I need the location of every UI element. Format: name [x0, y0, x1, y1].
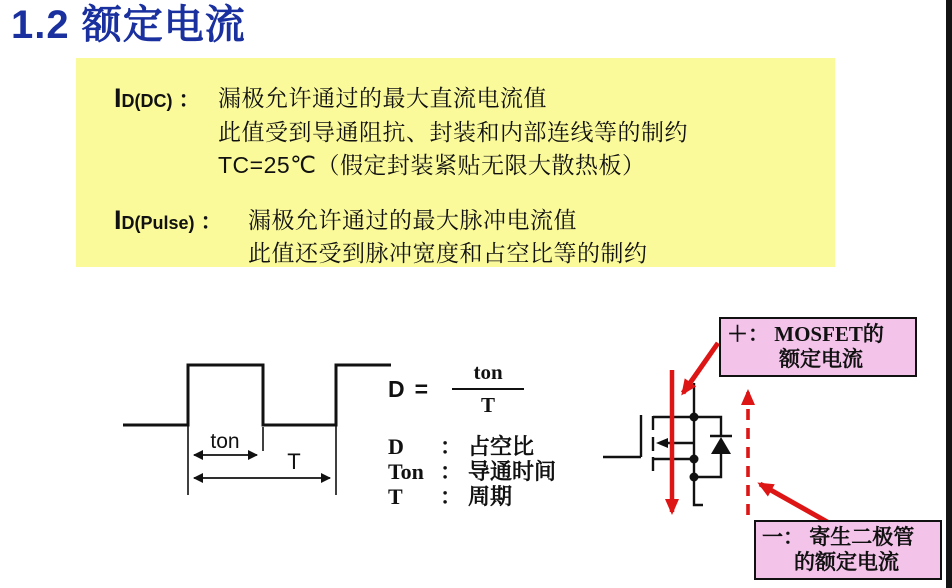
- formula-fraction: [452, 360, 524, 418]
- legend-symbol: D: [388, 434, 404, 459]
- pulse-waveform-diagram: [106, 338, 408, 510]
- fraction-numerator: ton: [452, 360, 524, 390]
- legend-meaning: 占空比: [468, 434, 535, 459]
- callout-diode-rated-current: [754, 520, 942, 580]
- id-dc-label-sub: D(DC): [121, 91, 173, 111]
- formula-equals: =: [414, 375, 429, 402]
- drain-source-rail: [694, 383, 703, 505]
- legend-row-period: [388, 484, 608, 509]
- id-pulse-line-2: 此值还受到脉冲宽度和占空比等的制约: [248, 240, 648, 266]
- legend-row-ton: [388, 459, 608, 484]
- legend-row-duty: [388, 434, 608, 459]
- id-pulse-colon: ：: [200, 208, 223, 234]
- id-dc-colon: ：: [178, 87, 201, 112]
- junction-dot: [690, 473, 699, 482]
- id-dc-line-3: TC=25℃（假定封装紧贴无限大散热板）: [218, 152, 646, 178]
- duty-cycle-formula: [388, 360, 608, 509]
- id-dc-line-2: 此值受到导通阻抗、封装和内部连线等的制约: [218, 118, 688, 145]
- id-pulse-label-main: I: [114, 204, 122, 235]
- period-label: T: [287, 449, 301, 474]
- junction-dot: [690, 455, 699, 464]
- formula-lhs: D: [388, 375, 405, 402]
- body-arrowhead: [656, 438, 668, 448]
- id-dc-line-1: 漏极允许通过的最大直流电流值: [218, 85, 547, 111]
- legend-colon: ：: [440, 434, 463, 459]
- diode-top-branch: [694, 417, 721, 435]
- fraction-denominator: T: [481, 393, 496, 417]
- diode-triangle: [711, 437, 731, 454]
- legend-meaning: 导通时间: [468, 459, 557, 484]
- pulse-waveform: [123, 365, 391, 425]
- ton-label: ton: [210, 430, 240, 453]
- callout-arrow-mosfet: [683, 343, 718, 393]
- diode-bottom-branch: [694, 453, 721, 477]
- definitions-panel: [76, 58, 835, 267]
- legend-colon: ：: [440, 484, 463, 509]
- id-dc-label-main: I: [114, 83, 122, 113]
- id-dc-description: [218, 82, 688, 183]
- right-edge-bar: [946, 0, 952, 588]
- formula-row: [388, 360, 608, 418]
- id-pulse-label-sub: D(Pulse): [121, 212, 195, 233]
- mosfet-symbol: [603, 383, 703, 505]
- legend-meaning: 周期: [468, 484, 513, 509]
- legend-symbol: Ton: [388, 459, 424, 484]
- id-pulse-label: [114, 204, 248, 237]
- definition-id-pulse: [114, 204, 835, 271]
- callout-diode-line-1: 一： 寄生二极管: [762, 525, 915, 549]
- formula-legend: [388, 434, 608, 509]
- legend-symbol: T: [388, 484, 403, 509]
- callout-mosfet-rated-current: [719, 317, 917, 377]
- junction-dot: [690, 413, 699, 422]
- callout-mosfet-line-2: 额定电流: [779, 347, 863, 371]
- id-dc-label: [114, 82, 218, 115]
- definition-id-dc: [114, 82, 835, 183]
- legend-colon: ：: [440, 459, 463, 484]
- callout-mosfet-line-1: ＋： MOSFET的: [727, 322, 884, 346]
- id-pulse-description: [248, 204, 648, 271]
- callout-diode-line-2: 的额定电流: [794, 550, 899, 574]
- page-title: 1.2 额定电流: [11, 3, 246, 47]
- id-pulse-line-1: 漏极允许通过的最大脉冲电流值: [248, 206, 577, 233]
